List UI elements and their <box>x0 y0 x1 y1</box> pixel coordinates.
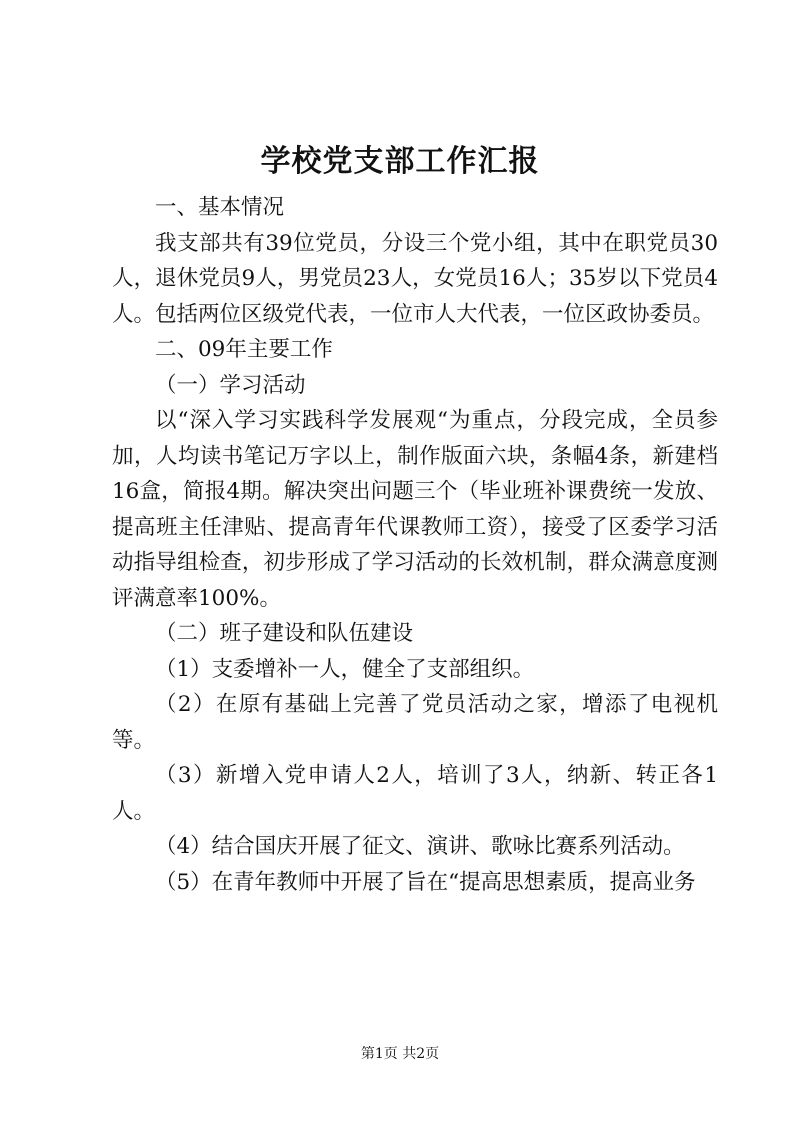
list-item: （1）支委增补一人，健全了支部组织。 <box>155 656 535 682</box>
subsection-heading-team-building: （二）班子建设和队伍建设 <box>155 621 414 646</box>
list-item: （3）新增入党申请人2人，培训了3人，纳新、转正各1人。 <box>112 763 718 824</box>
paragraph-member-stats: 我支部共有39位党员，分设三个党小组，其中在职党员30人，退休党员9人，男党员23人，女党员16人；35岁以下党员4人。包括两位区级党代表，一位市人大代表，一位区政协委员。 <box>112 230 718 327</box>
list-item: （4）结合国庆开展了征文、演讲、歌咏比赛系列活动。 <box>155 834 685 859</box>
subsection-heading-study: （一）学习活动 <box>155 372 306 398</box>
list-item: （5）在青年教师中开展了旨在“提高思想素质，提高业务 <box>155 869 696 895</box>
section-heading-basic-info: 一、基本情况 <box>155 195 285 220</box>
document-body <box>112 190 718 900</box>
section-heading-main-work: 二、09年主要工作 <box>155 337 333 362</box>
list-item: （2）在原有基础上完善了党员活动之家，增添了电视机等。 <box>112 692 718 753</box>
page-footer: 第1页 共2页 <box>360 1046 440 1062</box>
document-title: 学校党支部工作汇报 <box>260 144 540 179</box>
paragraph-study-activities: 以“深入学习实践科学发展观“为重点，分段完成，全员参加，人均读书笔记万字以上，制作版面六块，条幅4条，新建档16盒，简报4期。解决突出问题三个（毕业班补课费统一发放、提高班主任津贴、提高青年代课教师工资），接受了区委学习活动指导组检查，初步形成了学习活动的长效机制，群众满意度测评满意率100%。 <box>112 408 718 611</box>
